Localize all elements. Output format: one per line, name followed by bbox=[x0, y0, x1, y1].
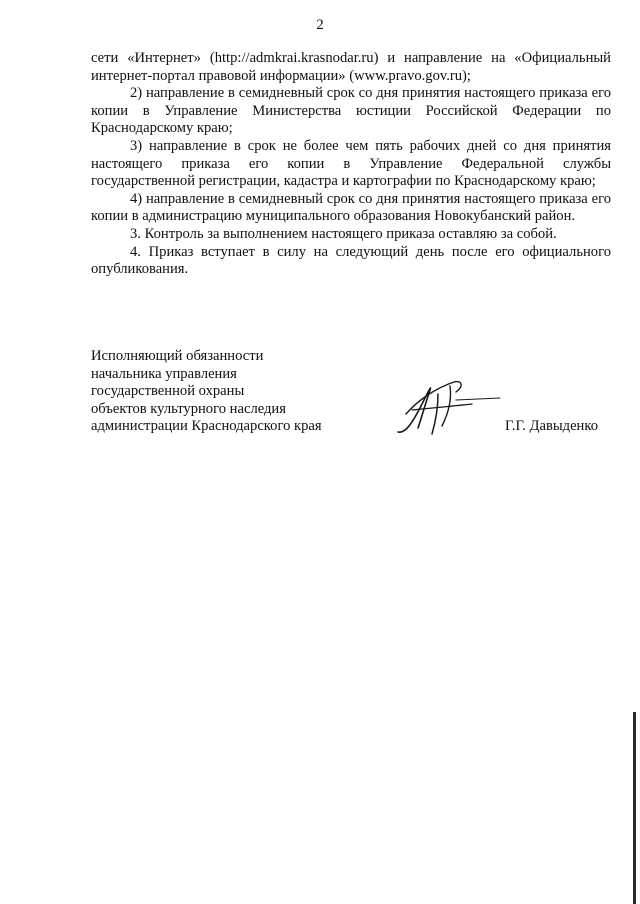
paragraph-6: 4. Приказ вступает в силу на следующий день после его официального опубликования. bbox=[91, 243, 611, 278]
position-line: государственной охраны bbox=[91, 383, 245, 400]
position-line: Исполняющий обязанности bbox=[91, 348, 264, 364]
signer-name: Г.Г. Давыденко bbox=[505, 418, 599, 434]
signatory-position bbox=[91, 348, 322, 436]
position-line: администрации Краснодарского края bbox=[91, 418, 322, 435]
position-line: объектов культурного наследия bbox=[91, 400, 286, 417]
paragraph-5: 3. Контроль за выполнением настоящего приказа оставляю за собой. bbox=[130, 225, 557, 242]
scan-edge-divider bbox=[633, 712, 636, 904]
paragraph-4: 4) направление в семидневный срок со дня принятия настоящего приказа его копии в администрацию муниципального образования Новокубанский район. bbox=[91, 190, 611, 225]
paragraph-1: сети «Интернет» (http://admkrai.krasnodar.ru) и направление на «Официальный интернет-портал правовой информации» (www.pravo.gov.ru); bbox=[91, 50, 611, 84]
paragraph-3: 3) направление в срок не более чем пять рабочих дней со дня принятия настоящего приказа его копии в Управление Федеральной службы государственной регистрации, кадастра и картографии по Краснодарскому краю; bbox=[91, 137, 611, 190]
handwritten-signature-icon bbox=[392, 374, 504, 444]
document-body bbox=[91, 50, 611, 279]
paragraph-2: 2) направление в семидневный срок со дня принятия настоящего приказа его копии в Управление Министерства юстиции Российской Федерации по Краснодарскому краю; bbox=[91, 85, 611, 137]
page-number: 2 bbox=[316, 17, 324, 33]
position-line: начальника управления bbox=[91, 365, 237, 382]
